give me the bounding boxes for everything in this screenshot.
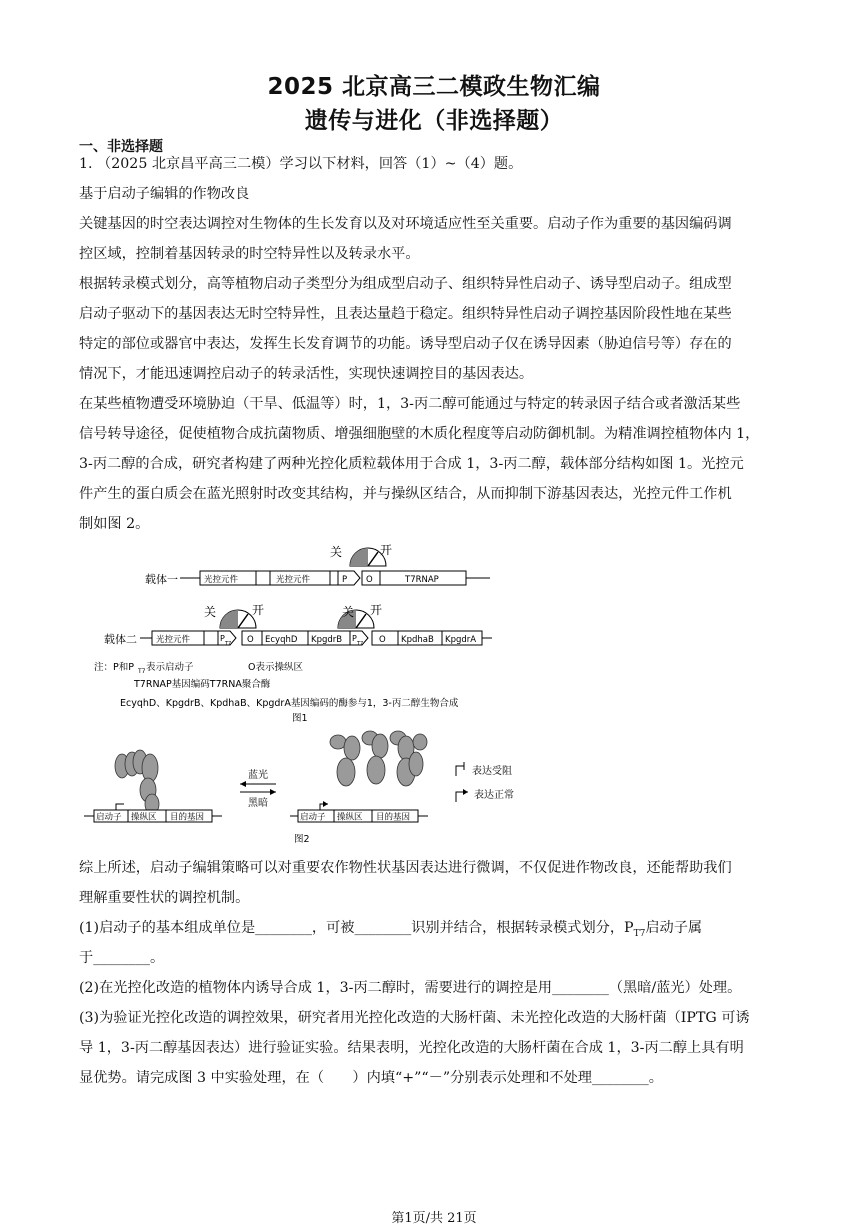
figure1-caption: 图1 <box>292 713 308 724</box>
photoreceptor-protein-icon <box>330 731 427 786</box>
switch-off-label: 关 <box>342 605 355 619</box>
vector2-part: T7 <box>225 641 232 647</box>
question-1-subscript: T7 <box>633 928 646 939</box>
paragraph-line: 综上所述，启动子编辑策略可以对重要农作物性状基因表达进行微调，不仅促进作物改良，还能帮助我们 <box>79 860 732 876</box>
question-3-cont: 显优势。请完成图 3 中实验处理，在（ ）内填“+”“－”分别表示处理和不处理________。 <box>79 1070 663 1086</box>
figure2-caption: 图2 <box>294 834 310 845</box>
vector1-part: P <box>342 575 348 585</box>
figure2-part: 操纵区 <box>131 812 157 823</box>
switch-gauge-icon <box>220 610 256 628</box>
vector2-part: O <box>379 635 386 645</box>
figure-1-vector-diagram <box>80 540 520 726</box>
paragraph-line: 情况下，才能迅速调控启动子的转录活性，实现快速调控目的基因表达。 <box>79 366 534 382</box>
paragraph-line: 特定的部位或器官中表达，发挥生长发育调节的功能。诱导型启动子仅在诱导因素（胁迫信号等）存在的 <box>79 336 732 352</box>
legend-blocked: 表达受阻 <box>472 766 512 777</box>
figure2-part: 操纵区 <box>337 812 363 823</box>
vector2-part: P <box>352 634 357 643</box>
vector2-part: KpgdrB <box>311 635 343 645</box>
vector1-part: 光控元件 <box>276 575 311 585</box>
question-1-cont: 于________。 <box>79 950 165 966</box>
figure1-note-subscript: T7 <box>138 668 146 675</box>
blue-light-label: 蓝光 <box>248 770 268 781</box>
switch-on-label: 开 <box>252 603 265 617</box>
vector2-part: P <box>220 634 225 643</box>
legend-normal: 表达正常 <box>474 790 514 801</box>
paragraph-line: 控区域，控制着基因转录的时空特异性以及转录水平。 <box>79 246 420 262</box>
figure2-part: 启动子 <box>96 812 122 823</box>
arrow-left-icon <box>240 781 246 787</box>
switch-on-label: 开 <box>370 603 383 617</box>
figure1-note: 注：P和P <box>94 662 134 673</box>
question-3: (3)为验证光控化改造的调控效果，研究者用光控化改造的大肠杆菌、未光控化改造的大肠杆菌（IPTG 可诱 <box>79 1010 750 1026</box>
figure1-note: 表示启动子 <box>146 662 194 673</box>
vector2-part: 光控元件 <box>156 635 191 645</box>
paragraph-line: 信号转导途径，促使植物合成抗菌物质、增强细胞壁的木质化程度等启动防御机制。为精准调控植物体内 1， <box>79 426 760 442</box>
figure2-part: 启动子 <box>300 812 326 823</box>
switch-off-label: 关 <box>204 605 217 619</box>
switch-off-label: 关 <box>330 545 343 559</box>
material-title: 基于启动子编辑的作物改良 <box>79 186 250 202</box>
paragraph-line: 关键基因的时空表达调控对生物体的生长发育以及对环境适应性至关重要。启动子作为重要的基因编码调 <box>79 216 732 232</box>
figure2-part: 目的基因 <box>376 812 411 823</box>
switch-on-label: 开 <box>380 543 393 557</box>
figure1-note: O表示操纵区 <box>248 662 303 673</box>
question-1-text: (1)启动子的基本组成单位是________，可被________识别并结合，根据转录模式划分，P <box>79 920 634 936</box>
paragraph-line: 启动子驱动下的基因表达无时空特异性，且表达量趋于稳定。组织特异性启动子调控基因阶段性地在某些 <box>79 306 732 322</box>
dark-label: 黑暗 <box>248 798 268 809</box>
normal-arrow-icon <box>456 792 468 802</box>
section-heading: 一、非选择题 <box>79 139 163 155</box>
vector2-part: O <box>247 635 254 645</box>
vector1-label: 载体一 <box>145 573 178 586</box>
page-number: 第1页/共 21页 <box>391 1211 477 1226</box>
question-3-cont: 导 1，3-丙二醇基因表达）进行验证实验。结果表明，光控化改造的大肠杆菌在合成 1，3-丙二醇上具有明 <box>79 1040 744 1056</box>
question-2: (2)在光控化改造的植物体内诱导合成 1，3-丙二醇时，需要进行的调控是用________（黑暗/蓝光）处理。 <box>79 980 742 996</box>
figure2-part: 目的基因 <box>170 812 205 823</box>
question-1-text: 启动子属 <box>645 920 703 936</box>
vector1-part: 光控元件 <box>204 575 239 585</box>
question-intro: 1. （2025 北京昌平高三二模）学习以下材料，回答（1）~（4）题。 <box>79 156 523 172</box>
vector2-part: KpdhaB <box>401 635 434 645</box>
document-subtitle: 遗传与进化（非选择题） <box>304 108 564 134</box>
figure-2-mechanism-diagram <box>80 728 530 850</box>
paragraph-line: 制如图 2。 <box>79 516 150 532</box>
paragraph-line: 根据转录模式划分，高等植物启动子类型分为组成型启动子、组织特异性启动子、诱导型启动子。组成型 <box>79 276 732 292</box>
paragraph-line: 在某些植物遭受环境胁迫（干旱、低温等）时，1，3-丙二醇可能通过与特定的转录因子结合或者激活某些 <box>79 396 741 412</box>
vector1-part: T7RNAP <box>405 575 439 585</box>
vector1-part: O <box>366 575 373 585</box>
paragraph-line: 3-丙二醇的合成，研究者构建了两种光控化质粒载体用于合成 1，3-丙二醇，载体部分结构如图 1。光控元 <box>79 456 744 472</box>
vector2-part: EcyqhD <box>265 635 298 645</box>
vector2-part: T7 <box>357 641 364 647</box>
vector2-label: 载体二 <box>104 633 137 646</box>
paragraph-line: 理解重要性状的调控机制。 <box>79 890 250 906</box>
paragraph-line: 件产生的蛋白质会在蓝光照射时改变其结构，并与操纵区结合，从而抑制下游基因表达，光控元件工作机 <box>79 486 732 502</box>
blocked-arrow-icon <box>456 766 464 776</box>
figure1-note: T7RNAP基因编码T7RNA聚合酶 <box>134 679 271 690</box>
arrow-right-icon <box>270 789 276 795</box>
vector2-part: KpgdrA <box>445 635 477 645</box>
figure1-note: EcyqhD、KpgdrB、KpdhaB、KpgdrA基因编码的酶参与1，3-丙二醇生物合成 <box>120 698 459 709</box>
document-title: 2025 北京高三二模政生物汇编 <box>267 74 601 100</box>
question-1 <box>79 918 702 944</box>
